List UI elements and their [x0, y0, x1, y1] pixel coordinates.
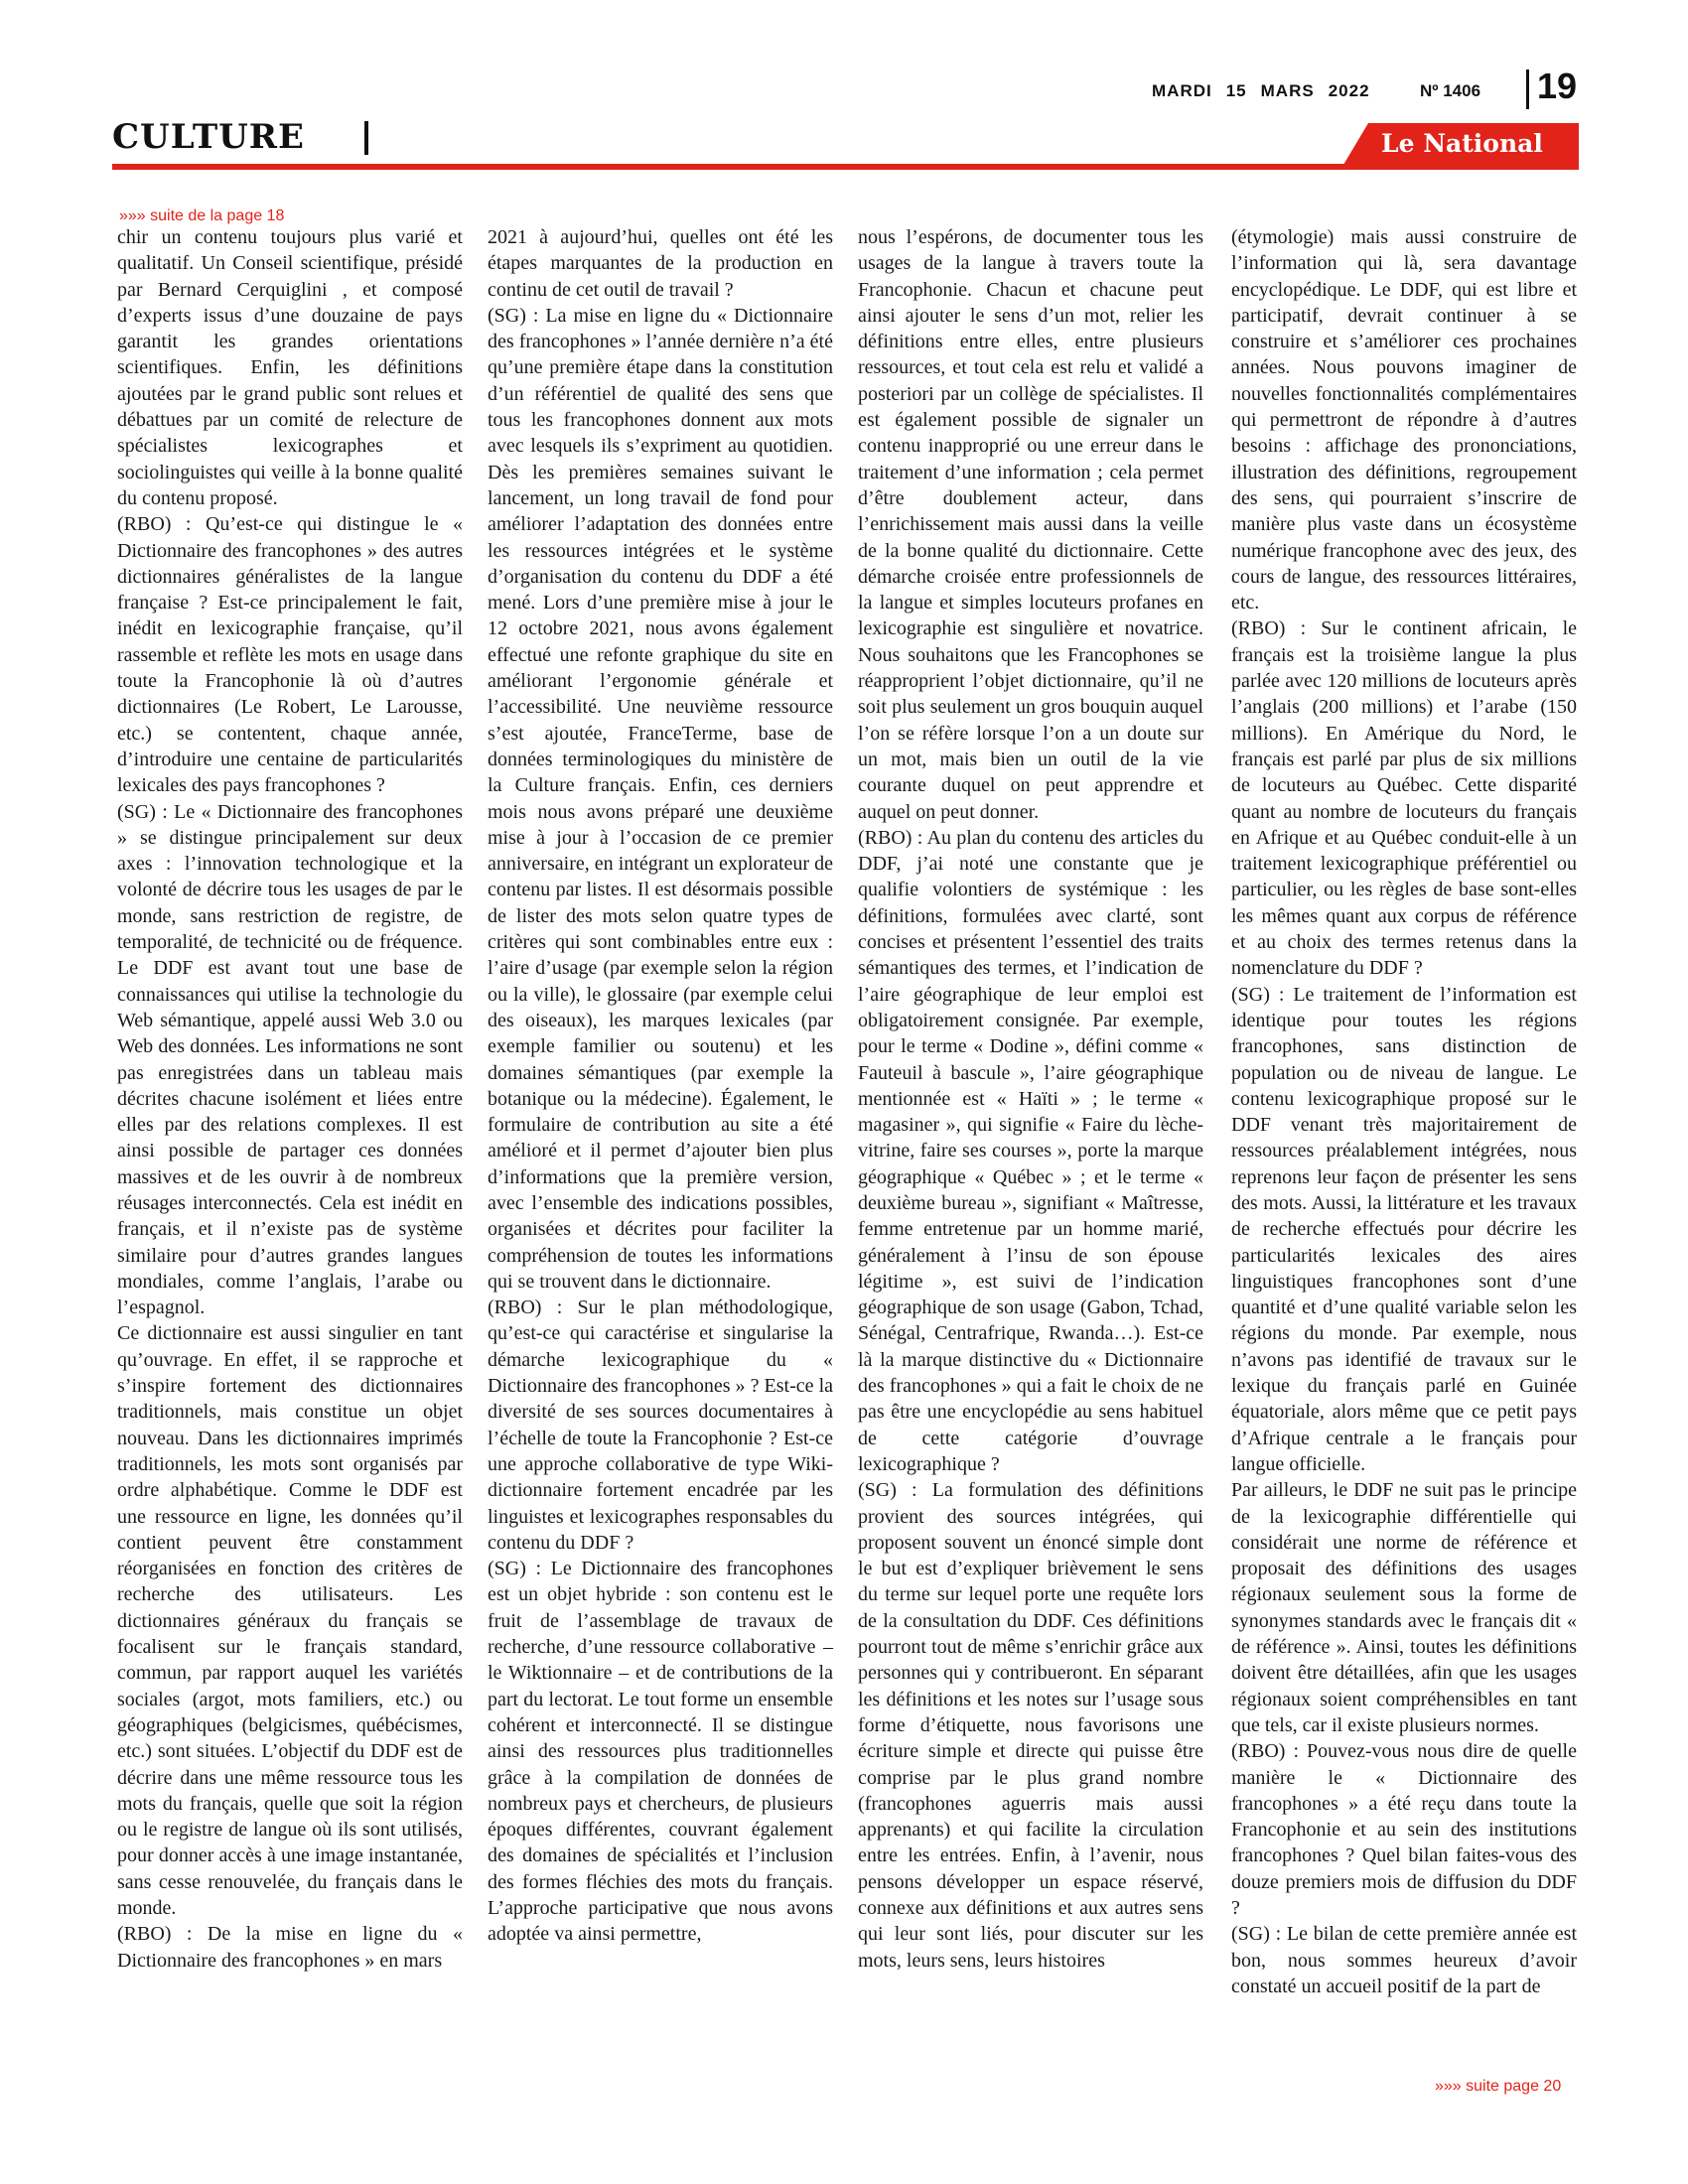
paragraph: (RBO) : De la mise en ligne du « Dictionnaire des francophones » en mars	[117, 1923, 463, 1972]
continued-to: »»» suite page 20	[1435, 2078, 1562, 2095]
paragraph: (SG) : Le traitement de l’information est identique pour toutes les régions francophones, sans distinction de population ou de niveau de langue. Le contenu lexicographique proposé sur le DDF venant très majoritairement de ressources préalablement intégrées, nous reprenons leur façon de présenter les sens des mots. Aussi, la littérature et les travaux de recherche effectués pour décrire les particularités lexicales des aires linguistiques francophones sont d’une quantité et d’une qualité variable selon les régions du monde. Par exemple, nous n’avons pas identifié de travaux sur le lexique du français parlé en Guinée équatoriale, alors même que ce petit pays d’Afrique centrale a le français pour langue officielle.	[1231, 983, 1577, 1475]
paragraph: (SG) : La formulation des définitions provient des sources intégrées, qui proposent souvent un énoncé simple dont le but est d’expliquer brièvement le sens du terme sur lequel porte une requête lors de la consultation du DDF. Ces définitions pourront tout de même s’enrichir grâce aux personnes qui y contribueront. En séparant les définitions et les notes sur l’usage sous forme d’étiquette, nous favorisons une écriture simple et directe qui puisse être comprise par le plus grand nombre (francophones aguerris mais aussi apprenants) et qui facilite la circulation entre les entrées. Enfin, à l’avenir, nous pensons développer un espace réservé, connexe aux définitions et aux autres sens qui leur sont liés, pour discuter sur les mots, leurs sens, leurs histoires	[858, 1479, 1203, 1972]
date-month: MARS	[1260, 81, 1315, 100]
article-column-3	[858, 224, 1203, 1974]
date-day: 15	[1225, 81, 1247, 100]
continued-from: »»» suite de la page 18	[119, 207, 285, 224]
paragraph: (SG) : Le Dictionnaire des francophones est un objet hybride : son contenu est le fruit de l’assemblage de travaux de recherche, d’une ressource collaborative – le Wiktionnaire – et de contributions de la part du lectorat. Le tout forme un ensemble cohérent et interconnecté. Il se distingue ainsi des ressources plus traditionnelles grâce à la compilation de données de nombreux pays et chercheurs, de plusieurs époques différentes, couvrant également des domaines de spécialités et l’inclusion des formes fléchies des mots du français. L’approche participative que nous avons adoptée va ainsi permettre,	[488, 1558, 833, 1946]
paragraph: chir un contenu toujours plus varié et qualitatif. Un Conseil scientifique, présidé par Bernard Cerquiglini , et composé d’experts issus d’une douzaine de pays garantit les grandes orientations scientifiques. Enfin, les définitions ajoutées par le grand public sont relues et débattues par un comité de relecture de spécialistes lexicographes et sociolinguistes qui veille à la bonne qualité du contenu proposé.	[117, 226, 463, 509]
page-number: 19	[1537, 66, 1578, 106]
paragraph: (étymologie) mais aussi construire de l’information qui là, sera davantage encyclopédique. Le DDF, qui est libre et participatif, devrait continuer à se construire et s’améliorer ces prochaines années. Nous pouvons imaginer de nouvelles fonctionnalités complémentaires qui permettront de répondre à d’autres besoins : affichage des prononciations, illustration des définitions, regroupement des sens, qui pourraient s’inscrire de manière plus vaste dans un écosystème numérique francophone avec des jeux, des cours de langue, des ressources littéraires, etc.	[1231, 226, 1577, 614]
dateline	[1152, 81, 1384, 101]
section-divider	[364, 121, 368, 155]
section-title: CULTURE	[112, 117, 305, 157]
paragraph: (RBO) : Au plan du contenu des articles du DDF, j’ai noté une constante que je qualifie volontiers de systémique : les définitions, formulées avec clarté, sont concises et présentent l’essentiel des traits sémantiques des termes, et l’indication de l’aire géographique de leur emploi est obligatoirement consignée. Par exemple, pour le terme « Dodine », défini comme « Fauteuil à bascule », l’aire géographique mentionnée est « Haïti » ; le terme « magasiner », qui signifie « Faire du lèche-vitrine, faire ses courses », porte la marque géographique « Québec » ; et le terme « deuxième bureau », signifiant « Maîtresse, femme entretenue par un homme marié, généralement à l’insu de son épouse légitime », est suivi de l’indication géographique de son usage (Gabon, Tchad, Sénégal, Centrafrique, Rwanda…). Est-ce là la marque distinctive du « Dictionnaire des francophones » qui a fait le choix de ne pas être une encyclopédie au sens habituel de cette catégorie d’ouvrage lexicographique ?	[858, 826, 1203, 1475]
paragraph: (RBO) : Qu’est-ce qui distingue le « Dictionnaire des francophones » des autres dictionnaires généralistes de la langue française ? Est-ce principalement le fait, inédit en lexicographie française, qu’il rassemble et reflète les mots en usage dans toute la Francophonie là où d’autres dictionnaires (Le Robert, Le Larousse, etc.) se contentent, chaque année, d’introduire une centaine de particularités lexicales des pays francophones ?	[117, 513, 463, 797]
article-column-2	[488, 224, 833, 1948]
issue-number: Nº 1406	[1420, 81, 1481, 100]
date-year: 2022	[1328, 81, 1370, 100]
article-column-1	[117, 224, 463, 1974]
paragraph: nous l’espérons, de documenter tous les usages de la langue à travers toute la Francophonie. Chacun et chacune peut ainsi ajouter le sens d’un mot, relier les définitions entre elles, entre plusieurs ressources, et tout cela est relu et validé a posteriori par un collège de spécialistes. Il est également possible de signaler un contenu inapproprié ou une erreur dans le traitement d’une information ; cela permet d’être doublement acteur, dans l’enrichissement mais aussi dans la veille de la bonne qualité du dictionnaire. Cette démarche croisée entre professionnels de la langue et simples locuteurs profanes en lexicographie est singulière et novatrice. Nous souhaitons que les Francophones se réapproprient l’objet dictionnaire, qu’il ne soit plus seulement un gros bouquin auquel l’on se réfère lorsque l’on a un doute sur un mot, mais bien un outil de la vie courante duquel on peut apprendre et auquel on peut donner.	[858, 226, 1203, 823]
paragraph: (SG) : La mise en ligne du « Dictionnaire des francophones » l’année dernière n’a été qu’une première étape dans la constitution d’un référentiel de qualité des sens que tous les francophones donnent aux mots avec lesquels ils s’expriment au quotidien. Dès les premières semaines suivant le lancement, un long travail de fond pour améliorer l’adaptation des données entre les ressources intégrées et le système d’organisation du contenu du DDF a été mené. Lors d’une première mise à jour le 12 octobre 2021, nous avons également effectué une refonte graphique du site en améliorant l’ergonomie générale et l’accessibilité. Une neuvième ressource s’est ajoutée, FranceTerme, base de données terminologiques du ministère de la Culture français. Enfin, ces derniers mois nous avons préparé une deuxième mise à jour à l’occasion de ce premier anniversaire, en intégrant un explorateur de contenu par listes. Il est désormais possible de lister des mots selon quatre types de critères qui sont combinables entre eux : l’aire d’usage (par exemple selon la région ou la ville), le glossaire (par exemple celui des oiseaux), les marques lexicales (par exemple familier ou soutenu) et les domaines sémantiques (par exemple la botanique ou la médecine). Également, le formulaire de contribution au site a été amélioré et il permet d’ajouter bien plus d’informations que la première version, avec l’ensemble des indications possibles, organisées et décrites pour faciliter la compréhension de toutes les informations qui se trouvent dans le dictionnaire.	[488, 304, 833, 1293]
paragraph: (SG) : Le « Dictionnaire des francophones » se distingue principalement sur deux axes : l’innovation technologique et la volonté de décrire tous les usages de par le monde, sans restriction de registre, de temporalité, de technicité ou de fréquence. Le DDF est avant tout une base de connaissances qui utilise la technologie du Web sémantique, appelé aussi Web 3.0 ou Web des données. Les informations ne sont pas enregistrées dans un tableau mais décrites chacune isolément et liées entre elles par des relations complexes. Il est ainsi possible de partager ces données massives et de les ouvrir à de nombreux réusages interconnectés. Cela est inédit en français, et il n’existe pas de système similaire pour d’autres grandes langues mondiales, comme l’anglais, l’arabe ou l’espagnol.	[117, 800, 463, 1319]
paragraph: (RBO) : Sur le plan méthodologique, qu’est-ce qui caractérise et singularise la démarche lexicographique du « Dictionnaire des francophones » ? Est-ce la diversité de ses sources documentaires à l’échelle de toute la Francophonie ? Est-ce une approche collaborative de type Wiki-dictionnaire fortement encadrée par les linguistes et lexicographes responsables du contenu du DDF ?	[488, 1297, 833, 1554]
brand-name: Le National	[1381, 129, 1543, 158]
paragraph: Ce dictionnaire est aussi singulier en tant qu’ouvrage. En effet, il se rapproche et s’inspire fortement des dictionnaires traditionnels, mais constitue un objet nouveau. Dans les dictionnaires imprimés traditionnels, les mots sont organisés par ordre alphabétique. Comme le DDF est une ressource en ligne, les données qu’il contient peuvent être constamment réorganisées en fonction des critères de recherche des utilisateurs. Les dictionnaires généraux du français se focalisent sur le français standard, commun, par rapport auquel les variétés sociales (argot, mots familiers, etc.) ou géographiques (belgicismes, québécismes, etc.) sont situées. L’objectif du DDF est de décrire dans une même ressource tous les mots du français, quelle que soit la région ou le registre de langue où ils sont utilisés, pour donner accès à une image instantanée, sans cesse renouvelée, du français dans le monde.	[117, 1322, 463, 1919]
paragraph: 2021 à aujourd’hui, quelles ont été les étapes marquantes de la production en continu de cet outil de travail ?	[488, 226, 833, 301]
paragraph: (RBO) : Pouvez-vous nous dire de quelle manière le « Dictionnaire des francophones » a été reçu dans toute la Francophonie et au sein des institutions francophones ? Quel bilan faites-vous des douze premiers mois de diffusion du DDF ?	[1231, 1740, 1577, 1919]
paragraph: (SG) : Le bilan de cette première année est bon, nous sommes heureux d’avoir constaté un accueil positif de la part de	[1231, 1923, 1577, 1997]
article-column-4	[1231, 224, 1577, 1999]
date-weekday: MARDI	[1152, 81, 1212, 100]
paragraph: (RBO) : Sur le continent africain, le français est la troisième langue la plus parlée avec 120 millions de locuteurs après l’anglais (200 millions) et l’arabe (150 millions). En Amérique du Nord, le français est parlé par plus de six millions de locuteurs au Québec. Cette disparité quant au nombre de locuteurs du français en Afrique et au Québec conduit-elle à un traitement lexicographique préférentiel ou particulier, ou les règles de base sont-elles les mêmes quant aux corpus de référence et au choix des termes retenus dans la nomenclature du DDF ?	[1231, 617, 1577, 980]
paragraph: Par ailleurs, le DDF ne suit pas le principe de la lexicographie différentielle qui considérait une norme de référence et proposait des définitions des usages régionaux seulement sous la forme de synonymes standards avec le français dit « de référence ». Ainsi, toutes les définitions doivent être détaillées, afin que les usages régionaux soient compréhensibles en tant que tels, car il existe plusieurs normes.	[1231, 1479, 1577, 1736]
page-number-divider	[1526, 69, 1529, 109]
